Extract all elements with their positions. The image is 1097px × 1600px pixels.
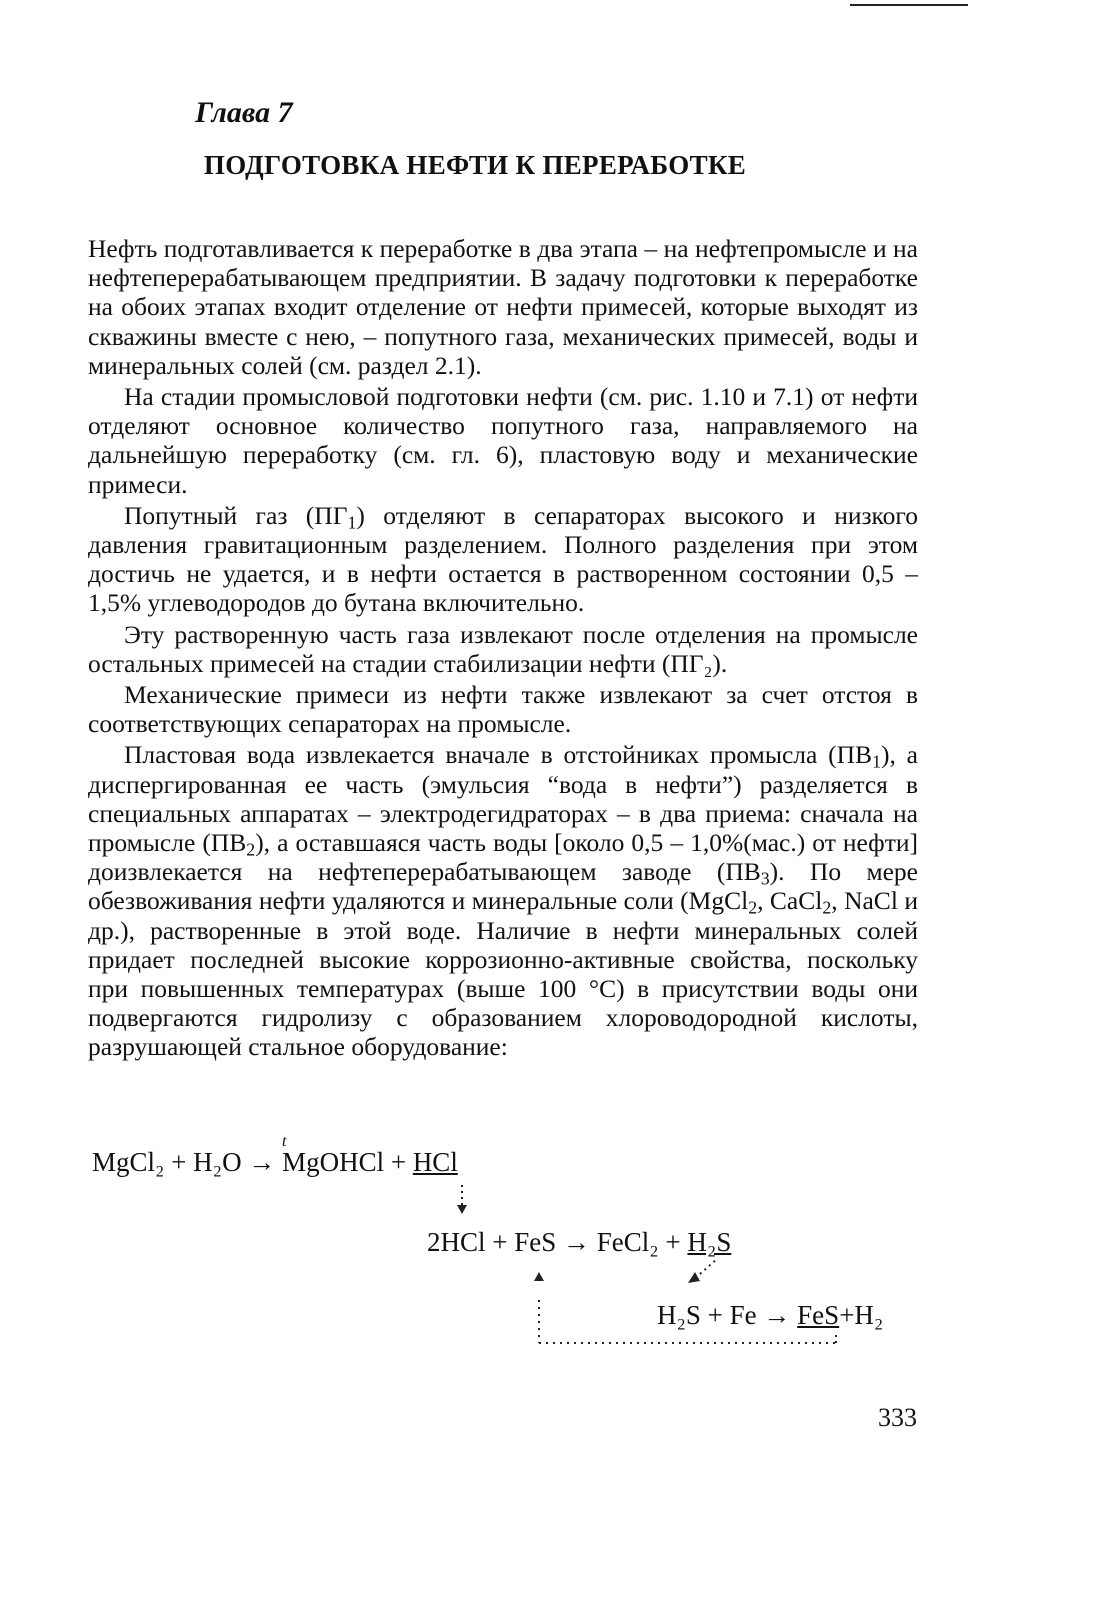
eq3-fes: FeS — [797, 1300, 840, 1330]
eq1-hcl: HCl — [412, 1147, 458, 1177]
p6-s3: 3 — [760, 868, 770, 889]
p6-t5: , CaCl — [757, 886, 823, 916]
eq2-h2s: H₂S — [687, 1227, 732, 1257]
p6-t4: ). По мере обезвоживания нефти удаляются и минеральные соли (MgCl — [88, 857, 918, 916]
eq2-text: 2HCl + FeS → FeCl₂ + — [427, 1227, 688, 1257]
p6-s2: 2 — [246, 839, 256, 860]
p6-t1: Пластовая вода извлекается вначале в отстойниках промысла (ПВ — [124, 740, 873, 770]
p6-t2: ), а диспергированная ее часть (эмульсия “вода в нефти”) разделяется в специальных аппаратах – электродегидраторах – в два приема: сначала на промысле (ПВ — [88, 740, 918, 858]
page-number: 333 — [878, 1403, 917, 1432]
chapter-title: ПОДГОТОВКА НЕФТИ К ПЕРЕРАБОТКЕ — [203, 150, 747, 180]
chapter-label: Глава 7 — [195, 96, 293, 129]
diagonal-dotted-line — [700, 1258, 718, 1274]
p3-text-b: ) отделяют в сепараторах высокого и низкого давления гравитационным разделением. Полного разделения при этом достичь не удается, и в нефти остается в растворенном состоянии 0,5 – 1,5% углеводородов до бутана включительно. — [88, 500, 918, 618]
eq1-text: MgCl₂ + H₂O → MgOHCl + — [92, 1147, 413, 1177]
p3-text-a: Попутный газ (ПГ — [124, 500, 348, 530]
p6-t3: ), а оставшаяся часть воды [около 0,5 – 1,0%(мас.) от нефти] доизвлекается на нефтеперерабатывающем заводе (ПВ — [88, 828, 918, 887]
paragraph-2: На стадии промысловой подготовки нефти (см. рис. 1.10 и 7.1) от нефти отделяют основное количество попутного газа, направляемого на дальнейшую переработку (см. гл. 6), пластовую воду и механические примеси. — [88, 382, 918, 499]
eq3-text-a: H₂S + Fe → — [657, 1300, 798, 1330]
p6-t6: , NaCl и др.), растворенные в этой воде. Наличие в нефти минеральных солей придает последней высокие коррозионно-активные свойства, поскольку при повышенных температурах (выше 100 °С) в присутствии воды они подвергаются гидролизу с образованием хлороводородной кислоты, разрушающей стальное оборудование: — [88, 886, 918, 1062]
diagonal-arrowhead-icon — [688, 1272, 700, 1283]
hcl-arrowhead-icon — [457, 1205, 467, 1214]
p6-s4: 2 — [748, 897, 758, 918]
p6-s5: 2 — [822, 897, 832, 918]
eq1-temperature-mark: t — [282, 1133, 287, 1150]
paragraph-1: Нефть подготавливается к переработке в два этапа – на нефтепромысле и на нефтеперерабатывающем предприятии. В задачу подготовки к переработке на обоих этапах входит отделение от нефти примесей, которые выходят из скважины вместе с нею, – попутного газа, механических примесей, воды и минеральных солей (см. раздел 2.1). — [88, 234, 918, 380]
p3-sub: 1 — [347, 512, 357, 533]
paragraph-4: Эту растворенную часть газа извлекают после отделения на промысле остальных примесей на стадии стабилизации нефти (ПГ₂). — [88, 619, 918, 678]
up-arrowhead-icon — [534, 1272, 544, 1281]
paragraph-5: Механические примеси из нефти также извлекают за счет отстоя в соответствующих сепараторах на промысле. — [88, 680, 918, 739]
p6-s1: 1 — [872, 751, 881, 772]
eq3-text-b: +H₂ — [839, 1300, 884, 1330]
